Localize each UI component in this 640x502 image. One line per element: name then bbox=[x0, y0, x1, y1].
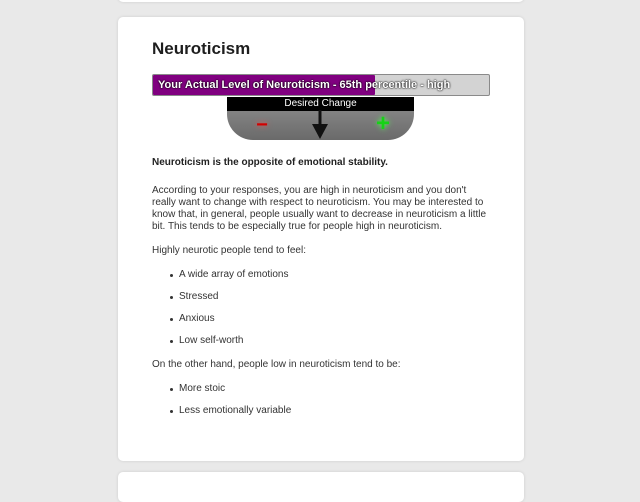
lead-text: Neuroticism is the opposite of emotional stability. bbox=[152, 157, 388, 168]
low-traits-list bbox=[152, 383, 492, 417]
plus-icon: + bbox=[375, 110, 390, 137]
list-item: A wide array of emotions bbox=[179, 269, 492, 281]
result-paragraph: According to your responses, you are high in neuroticism and you don't really want to change with respect to neuroticism. You may be interested to know that, in general, people usually want to decrease in neuroticism a little bit. This tends to be especially true for people high in neuroticism. bbox=[152, 185, 487, 232]
low-intro: On the other hand, people low in neuroticism tend to be: bbox=[152, 359, 401, 370]
list-item: Anxious bbox=[179, 313, 492, 325]
down-arrow-icon[interactable] bbox=[311, 110, 329, 140]
minus-icon: − bbox=[256, 114, 268, 136]
desired-change-widget bbox=[227, 97, 414, 140]
increase-button[interactable] bbox=[372, 110, 394, 137]
high-traits-list bbox=[152, 269, 492, 347]
description bbox=[152, 157, 492, 429]
section-title: Neuroticism bbox=[152, 39, 251, 58]
list-item: Less emotionally variable bbox=[179, 405, 492, 417]
next-card bbox=[118, 472, 524, 502]
meter-label: Your Actual Level of Neuroticism - 65th percentile - high bbox=[158, 79, 451, 91]
neuroticism-card bbox=[118, 17, 524, 461]
high-intro: Highly neurotic people tend to feel: bbox=[152, 245, 306, 256]
previous-card bbox=[118, 0, 524, 2]
list-item: Stressed bbox=[179, 291, 492, 303]
list-item: Low self-worth bbox=[179, 335, 492, 347]
neuroticism-meter bbox=[152, 74, 490, 96]
decrease-button[interactable] bbox=[253, 114, 271, 136]
desired-change-header: Desired Change bbox=[227, 97, 414, 111]
list-item: More stoic bbox=[179, 383, 492, 395]
